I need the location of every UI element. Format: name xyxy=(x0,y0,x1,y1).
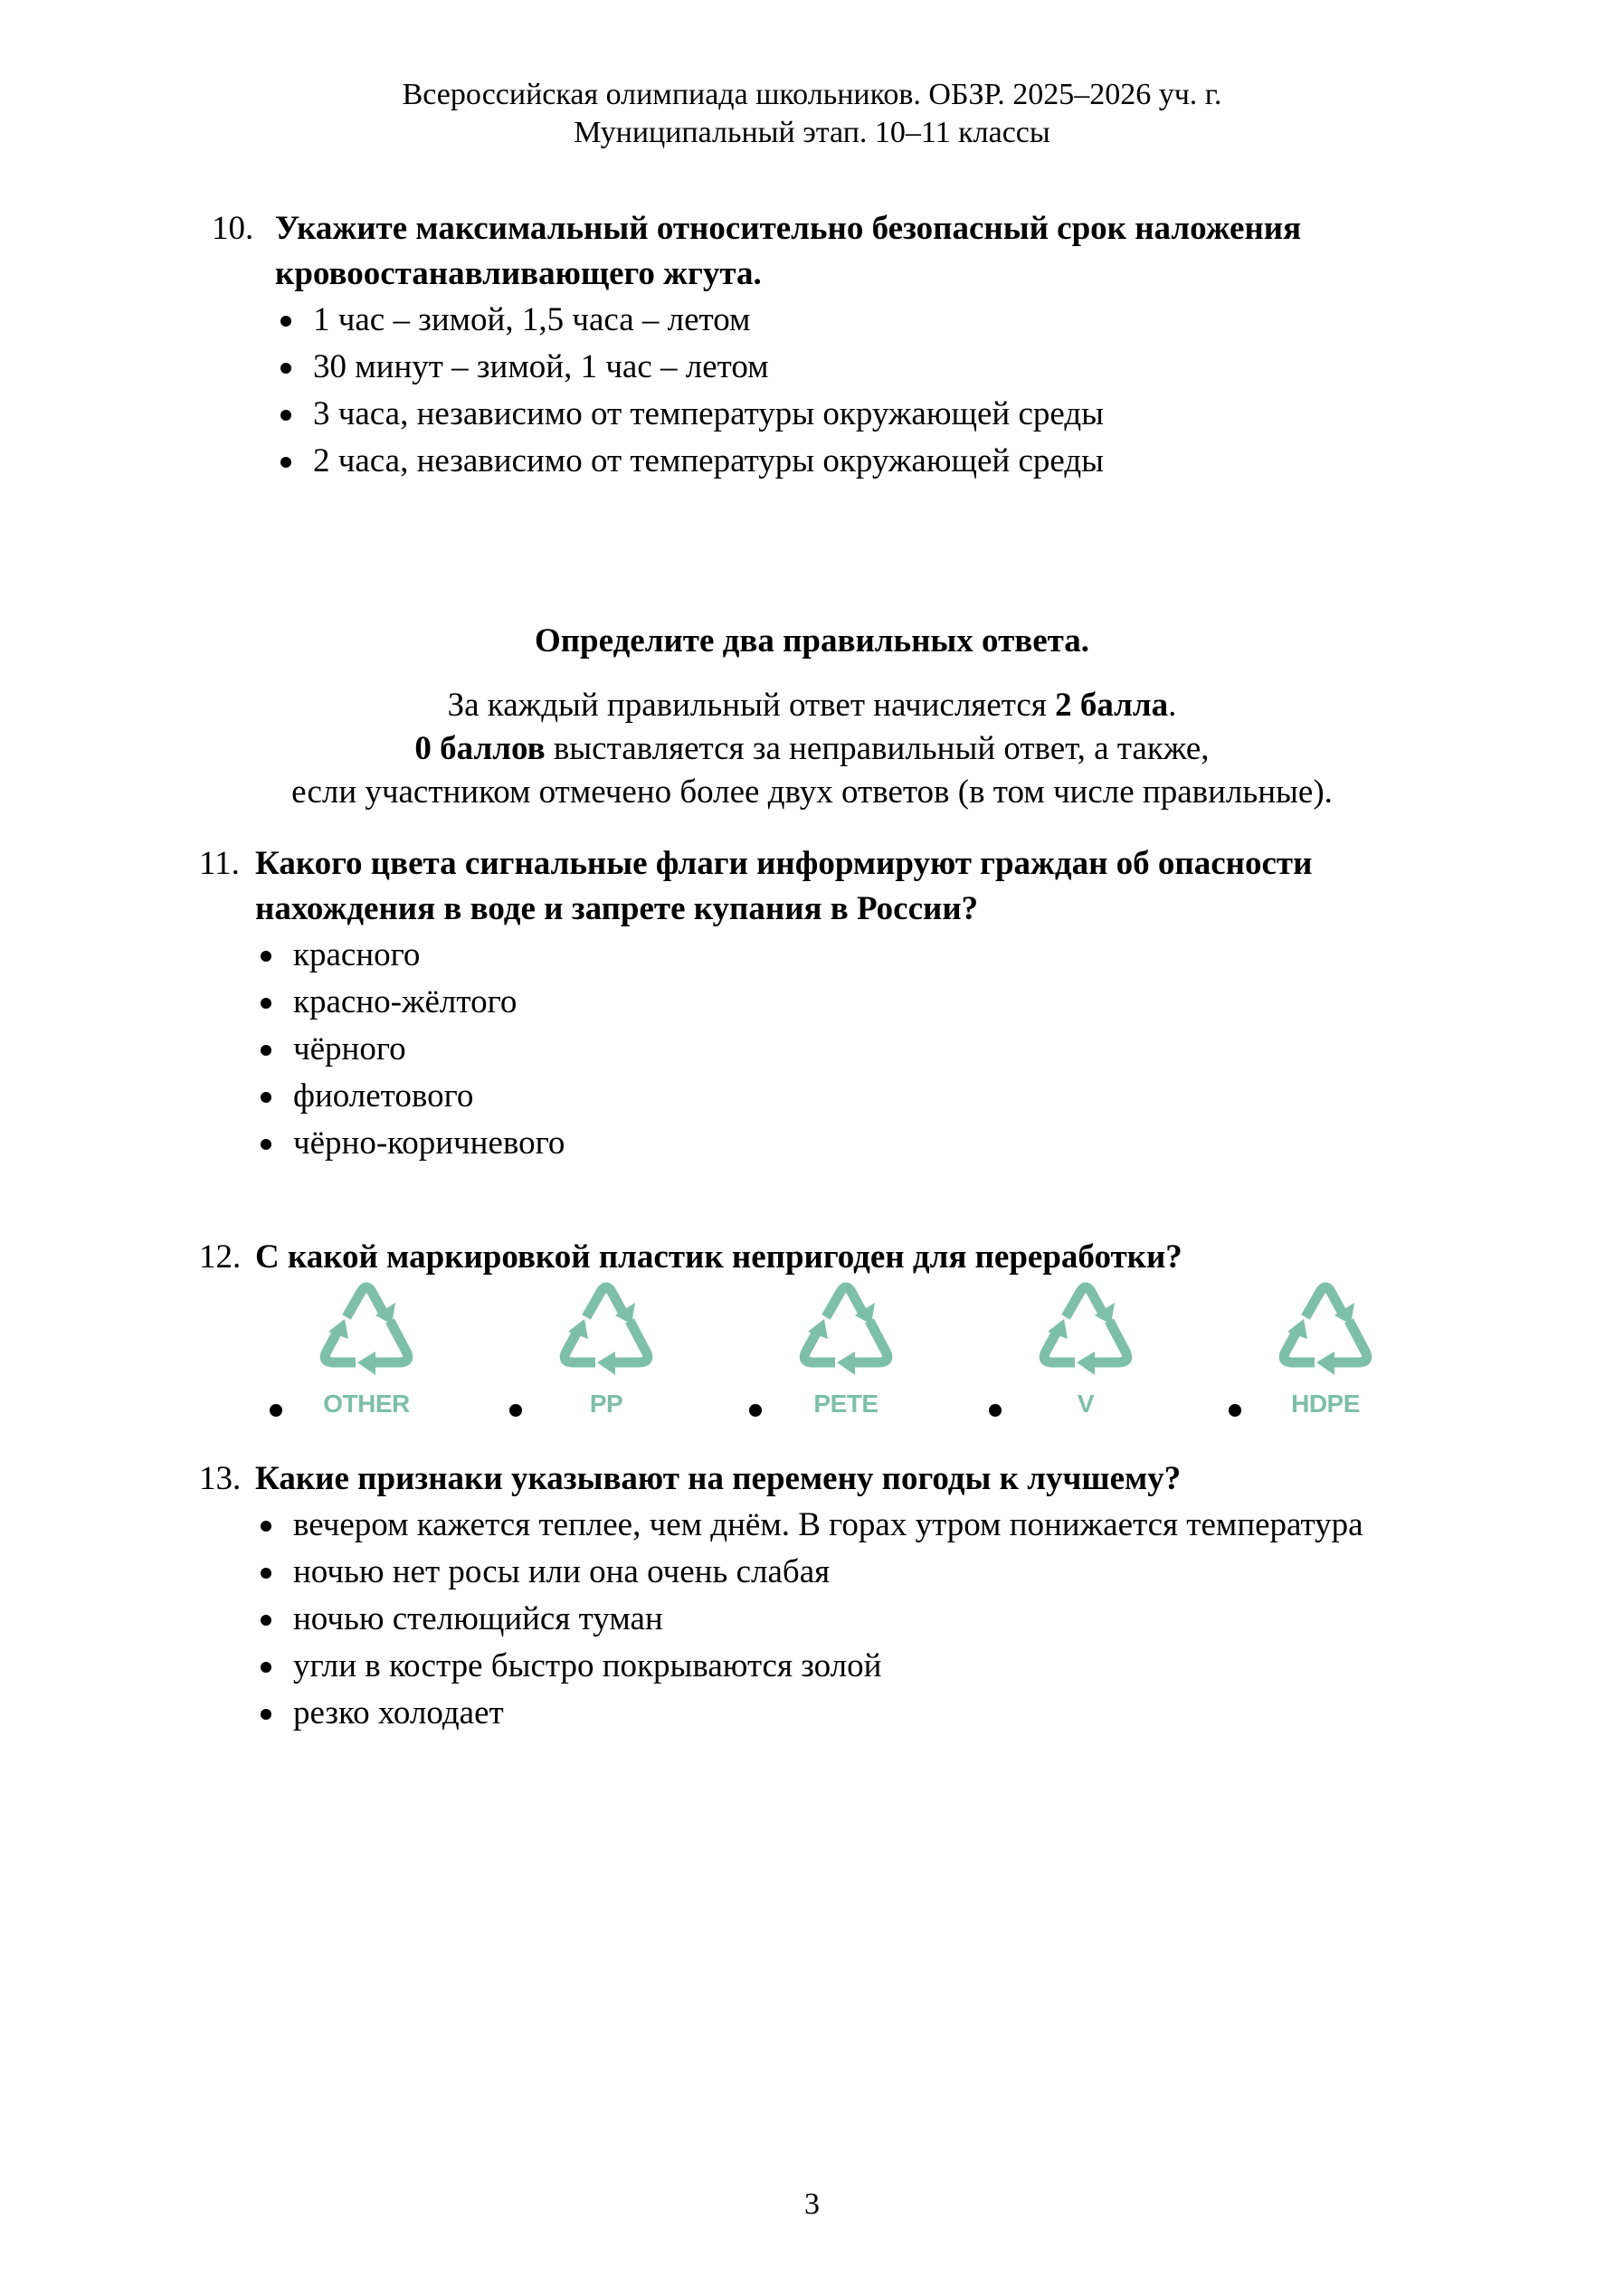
bullet-icon xyxy=(261,1139,271,1150)
scoring-text: выставляется за неправильный ответ, а также, xyxy=(545,730,1210,767)
option-label: чёрного xyxy=(293,1030,406,1067)
recycle-icon xyxy=(312,1276,421,1384)
scoring-rule-3: если участником отмечено более двух ответов (в том числе правильные). xyxy=(291,773,1333,811)
answer-option[interactable] xyxy=(255,932,1484,978)
bullet-icon xyxy=(261,1521,271,1532)
recycle-icon xyxy=(1031,1276,1140,1384)
answer-option[interactable] xyxy=(255,1596,1466,1642)
question-number: 10. xyxy=(212,210,254,247)
question-12 xyxy=(199,1235,1484,1280)
bullet-icon xyxy=(261,1662,271,1673)
recycle-code-label: V xyxy=(1077,1390,1095,1418)
option-label: 30 минут – зимой, 1 час – летом xyxy=(313,348,769,385)
bullet-icon xyxy=(261,1709,271,1720)
question-title xyxy=(199,1456,1466,1502)
recycle-code-label: OTHER xyxy=(323,1390,410,1418)
scoring-points: 0 баллов xyxy=(414,730,546,767)
question-title xyxy=(199,841,1484,932)
question-number: 12. xyxy=(199,1238,242,1276)
bullet-icon xyxy=(280,363,291,374)
bullet-icon xyxy=(261,1092,271,1103)
answer-option[interactable] xyxy=(255,1690,1466,1736)
answer-option[interactable] xyxy=(1221,1276,1457,1438)
answer-option[interactable] xyxy=(275,344,1478,390)
bullet-icon xyxy=(989,1404,1002,1417)
scoring-rule-2 xyxy=(0,727,1624,771)
answer-option[interactable] xyxy=(255,979,1484,1025)
option-label: 2 часа, независимо от температуры окружающей среды xyxy=(313,442,1104,479)
bullet-icon xyxy=(261,1045,271,1056)
bullet-icon xyxy=(280,410,291,421)
answer-option[interactable] xyxy=(255,1502,1466,1548)
question-11 xyxy=(199,841,1484,1167)
option-label: 3 часа, независимо от температуры окружающей среды xyxy=(313,395,1104,432)
answer-options xyxy=(275,297,1478,484)
bullet-icon xyxy=(749,1404,762,1417)
answer-option[interactable] xyxy=(255,1643,1466,1689)
section-instructions-title: Определите два правильных ответа. xyxy=(534,622,1090,659)
page-header xyxy=(0,76,1624,152)
option-label: угли в костре быстро покрываются золой xyxy=(293,1647,882,1684)
option-label: резко холодает xyxy=(293,1694,504,1731)
bullet-icon xyxy=(270,1404,282,1417)
bullet-icon xyxy=(261,998,271,1009)
answer-option[interactable] xyxy=(502,1276,737,1438)
answer-option[interactable] xyxy=(255,1120,1484,1166)
option-label: ночью нет росы или она очень слабая xyxy=(293,1553,831,1590)
option-label: красно-жёлтого xyxy=(293,983,518,1020)
bullet-icon xyxy=(280,457,291,468)
bullet-icon xyxy=(261,951,271,962)
recycle-code-label: HDPE xyxy=(1291,1390,1360,1418)
recycle-icon xyxy=(1271,1276,1380,1384)
answer-option[interactable] xyxy=(255,1073,1484,1119)
recycle-icon xyxy=(792,1276,900,1384)
header-stage: Муниципальный этап. 10–11 классы xyxy=(574,116,1050,149)
bullet-icon xyxy=(509,1404,522,1417)
answer-option[interactable] xyxy=(262,1276,498,1438)
option-label: вечером кажется теплее, чем днём. В горах утром понижается температура xyxy=(293,1506,1363,1543)
option-label: 1 час – зимой, 1,5 часа – летом xyxy=(313,301,751,338)
question-text: Какого цвета сигнальные флаги информируют граждан об опасности нахождения в воде и запрете купания в России? xyxy=(255,845,1313,927)
option-label: ночью стелющийся туман xyxy=(293,1600,663,1637)
answer-option[interactable] xyxy=(275,391,1478,437)
option-label: красного xyxy=(293,936,421,973)
question-number: 11. xyxy=(199,845,240,882)
question-text: Укажите максимальный относительно безопасный срок наложения кровоостанавливающего жгута. xyxy=(275,210,1302,292)
answer-options xyxy=(255,932,1484,1166)
option-label: фиолетового xyxy=(293,1077,474,1115)
answer-option[interactable] xyxy=(255,1549,1466,1595)
scoring-text: . xyxy=(1168,687,1177,724)
bullet-icon xyxy=(261,1568,271,1579)
section-instructions xyxy=(0,684,1624,814)
question-10 xyxy=(212,206,1478,485)
header-olympiad-title: Всероссийская олимпиада школьников. ОБЗР. 2025–2026 уч. г. xyxy=(402,78,1222,111)
question-number: 13. xyxy=(199,1460,242,1497)
recycle-code-label: PP xyxy=(589,1390,623,1418)
bullet-icon xyxy=(280,316,291,327)
recycle-code-options xyxy=(262,1276,1439,1438)
bullet-icon xyxy=(261,1615,271,1626)
option-label: чёрно-коричневого xyxy=(293,1124,565,1162)
question-text: Какие признаки указывают на перемену погоды к лучшему? xyxy=(255,1460,1182,1497)
bullet-icon xyxy=(1229,1404,1241,1417)
scoring-points: 2 балла xyxy=(1055,687,1169,724)
answer-options xyxy=(255,1502,1466,1736)
answer-option[interactable] xyxy=(255,1026,1484,1072)
page-number: 3 xyxy=(804,2187,820,2221)
scoring-text: За каждый правильный ответ начисляется xyxy=(447,687,1056,724)
answer-option[interactable] xyxy=(742,1276,977,1438)
question-title xyxy=(212,206,1478,297)
answer-option[interactable] xyxy=(275,438,1478,484)
question-text: С какой маркировкой пластик непригоден для переработки? xyxy=(255,1238,1182,1276)
scoring-rule-1 xyxy=(0,684,1624,727)
answer-option[interactable] xyxy=(275,297,1478,343)
question-title xyxy=(199,1235,1484,1280)
recycle-code-label: PETE xyxy=(813,1390,878,1418)
question-13 xyxy=(199,1456,1466,1737)
answer-option[interactable] xyxy=(982,1276,1217,1438)
recycle-icon xyxy=(552,1276,660,1384)
